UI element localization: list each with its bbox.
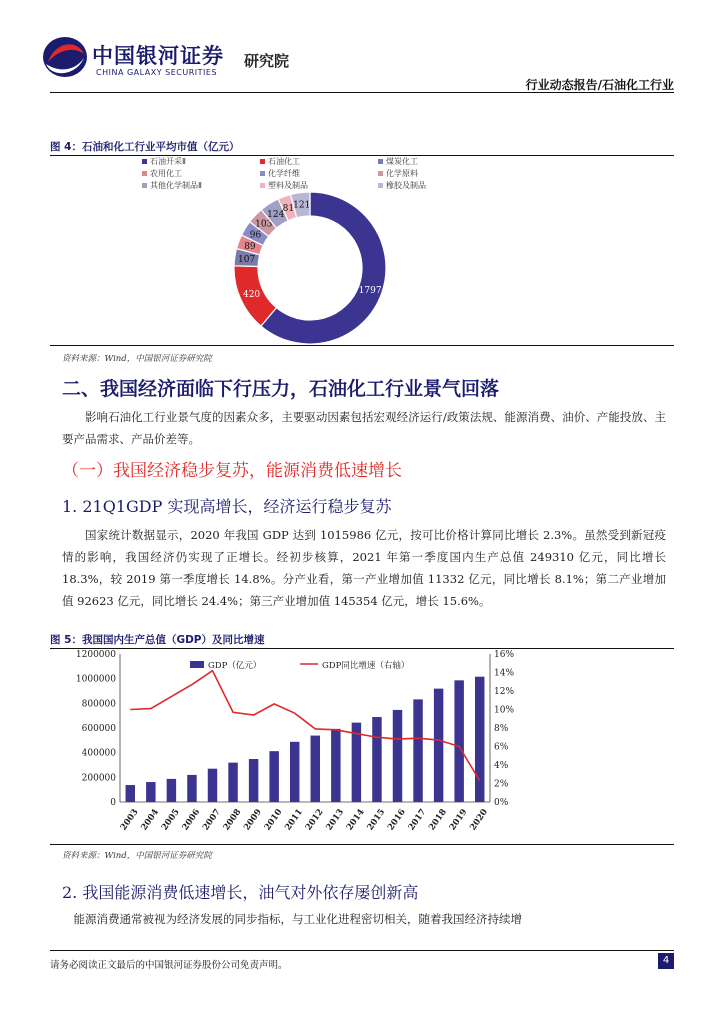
brand-name-en: CHINA GALAXY SECURITIES xyxy=(96,68,218,77)
legend-label: 农用化工 xyxy=(150,169,182,178)
gdp-paragraph: 国家统计数据显示，2020 年我国 GDP 达到 1015986 亿元，按可比价格计算同比增长 2.3%。虽然受到新冠疫情的影响，我国经济仍实现了正增长。经初步核算，2021 年第一季度国内生产总值 249310 亿元，同比增长 18.3%，较 2019 第一季度增长 14.8%。分产业看，第一产业增加值 11332 亿元，同比增长 8.1%；第二产业增加值 92623 亿元，同比增长 24.4%；第三产业增加值 145354 亿元，增长 15.6%。 xyxy=(62,528,666,608)
slice-label: 103 xyxy=(255,219,273,230)
x-tick-label: 2017 xyxy=(406,807,429,833)
x-tick-label: 2018 xyxy=(427,807,449,833)
figure4-bottom-rule xyxy=(50,345,674,346)
gdp-bar xyxy=(249,759,258,802)
legend-item xyxy=(142,156,186,167)
y2-tick-label: 2% xyxy=(494,779,509,790)
x-tick-label: 2014 xyxy=(344,807,367,833)
gdp-bar xyxy=(187,775,196,802)
x-tick-label: 2013 xyxy=(324,807,347,833)
legend-item xyxy=(142,168,182,179)
gdp-bar xyxy=(146,782,155,802)
y-tick-label: 400000 xyxy=(81,748,116,759)
figure4-legend xyxy=(142,156,482,192)
legend-bar-swatch xyxy=(190,661,204,668)
legend-label: 化学纤维 xyxy=(268,169,300,178)
x-tick-label: 2009 xyxy=(242,807,264,833)
x-tick-label: 2015 xyxy=(365,807,388,833)
legend-label: 橡胶及制品 xyxy=(386,181,426,190)
gdp-bar xyxy=(331,729,340,802)
y2-tick-label: 10% xyxy=(494,705,515,716)
figure5-gdp-chart xyxy=(50,648,674,844)
y-tick-label: 200000 xyxy=(81,773,116,784)
legend-swatch xyxy=(260,171,265,176)
footer-rule xyxy=(50,950,674,951)
x-tick-label: 2012 xyxy=(303,807,326,833)
y2-tick-label: 4% xyxy=(494,761,509,771)
y-tick-label: 1200000 xyxy=(75,650,116,660)
slice-label: 81 xyxy=(282,203,295,214)
section-intro-paragraph: 影响石油化工行业景气度的因素众多，主要驱动因素包括宏观经济运行/政策法规、能源消费、油价、产能投放、主要产品需求、产品价差等。 xyxy=(62,410,666,446)
y2-tick-label: 14% xyxy=(494,668,515,679)
legend-label: 煤炭化工 xyxy=(386,157,418,166)
y2-tick-label: 0% xyxy=(494,798,509,808)
brand-name-cn: 中国银河证券 xyxy=(92,44,224,68)
legend-item xyxy=(378,156,418,167)
legend-item xyxy=(378,168,418,179)
footer-disclaimer: 请务必阅读正文最后的中国银河证券股份公司免责声明。 xyxy=(50,960,288,971)
y2-tick-label: 8% xyxy=(494,724,509,734)
section-heading: 二、我国经济面临下行压力，石油化工行业景气回落 xyxy=(62,378,500,400)
gdp-bar xyxy=(372,717,381,802)
gdp-bar xyxy=(167,779,176,802)
legend-label: 石油开采Ⅱ xyxy=(150,157,186,166)
legend-swatch xyxy=(142,183,147,188)
slice-label: 420 xyxy=(242,290,261,301)
gdp-bar xyxy=(475,677,484,802)
energy-paragraph: 能源消费通常被视为经济发展的同步指标，与工业化进程密切相关，随着我国经济持续增 xyxy=(73,912,522,926)
slice-label: 89 xyxy=(244,241,256,252)
figure4-title: 图 4：石油和化工行业平均市值（亿元） xyxy=(50,141,240,153)
gdp-bar xyxy=(208,769,217,802)
subsection-heading: （一）我国经济稳步复苏，能源消费低速增长 xyxy=(62,461,402,481)
legend-swatch xyxy=(378,159,383,164)
y2-tick-label: 6% xyxy=(494,742,509,753)
legend-label: 其他化学制品Ⅱ xyxy=(150,181,202,190)
y-tick-label: 0 xyxy=(110,798,116,808)
x-tick-label: 2004 xyxy=(139,807,162,833)
gdp-bar xyxy=(311,736,320,802)
energy-heading: 2. 我国能源消费低速增长，油气对外依存屡创新高 xyxy=(62,883,419,902)
figure4-source: 资料来源：Wind，中国银河证券研究院 xyxy=(62,354,212,364)
gdp-bar xyxy=(454,680,463,802)
x-tick-label: 2011 xyxy=(283,807,306,833)
company-logo-icon xyxy=(40,34,90,80)
legend-swatch xyxy=(142,159,147,164)
gdp-bar xyxy=(290,742,299,802)
figure5-bottom-rule xyxy=(50,844,674,845)
x-tick-label: 2010 xyxy=(262,807,285,833)
y-tick-label: 800000 xyxy=(81,699,116,710)
legend-label: 石油化工 xyxy=(268,157,300,166)
x-tick-label: 2019 xyxy=(447,807,470,833)
slice-label: 121 xyxy=(293,200,311,211)
figure5-source: 资料来源：Wind，中国银河证券研究院 xyxy=(62,851,212,861)
legend-swatch xyxy=(142,171,147,176)
gdp-bar xyxy=(269,751,278,802)
legend-swatch xyxy=(260,183,265,188)
slice-label: 96 xyxy=(249,230,262,241)
slice-label: 107 xyxy=(238,254,256,265)
gdp-bar xyxy=(393,710,402,802)
page-number: 4 xyxy=(658,953,674,969)
y2-tick-label: 16% xyxy=(494,650,515,660)
x-tick-label: 2007 xyxy=(201,807,223,833)
legend-swatch xyxy=(378,183,383,188)
gdp-growth-line xyxy=(130,671,479,781)
y2-tick-label: 12% xyxy=(494,687,515,697)
legend-label: 化学原料 xyxy=(386,169,418,178)
slice-label: 1797 xyxy=(358,285,382,296)
legend-swatch xyxy=(378,171,383,176)
figure4-donut-chart xyxy=(180,190,440,346)
x-tick-label: 2003 xyxy=(118,807,141,833)
legend-swatch xyxy=(260,159,265,164)
y-tick-label: 1000000 xyxy=(75,674,116,685)
x-tick-label: 2016 xyxy=(386,807,408,833)
gdp-heading: 1. 21Q1GDP 实现高增长，经济运行稳步复苏 xyxy=(62,497,392,516)
y-tick-label: 600000 xyxy=(81,724,116,734)
slice-label: 124 xyxy=(267,209,285,220)
x-tick-label: 2006 xyxy=(180,807,203,833)
report-type: 行业动态报告/石油化工行业 xyxy=(525,78,674,92)
gdp-bar xyxy=(228,763,237,802)
x-tick-label: 2005 xyxy=(159,807,182,833)
legend-item xyxy=(260,156,300,167)
x-tick-label: 2008 xyxy=(221,807,244,833)
figure5-title: 图 5：我国国内生产总值（GDP）及同比增速 xyxy=(50,634,265,646)
legend-label: 塑料及制品 xyxy=(268,181,308,190)
legend-line-label: GDP同比增速（右轴） xyxy=(322,661,410,671)
legend-bar-label: GDP（亿元） xyxy=(208,661,262,671)
gdp-bar xyxy=(126,785,135,802)
gdp-bar xyxy=(413,699,422,802)
header-rule xyxy=(50,92,674,93)
legend-item xyxy=(260,168,300,179)
gdp-bar xyxy=(434,689,443,802)
x-tick-label: 2020 xyxy=(468,807,491,833)
institute-label: 研究院 xyxy=(244,52,290,70)
